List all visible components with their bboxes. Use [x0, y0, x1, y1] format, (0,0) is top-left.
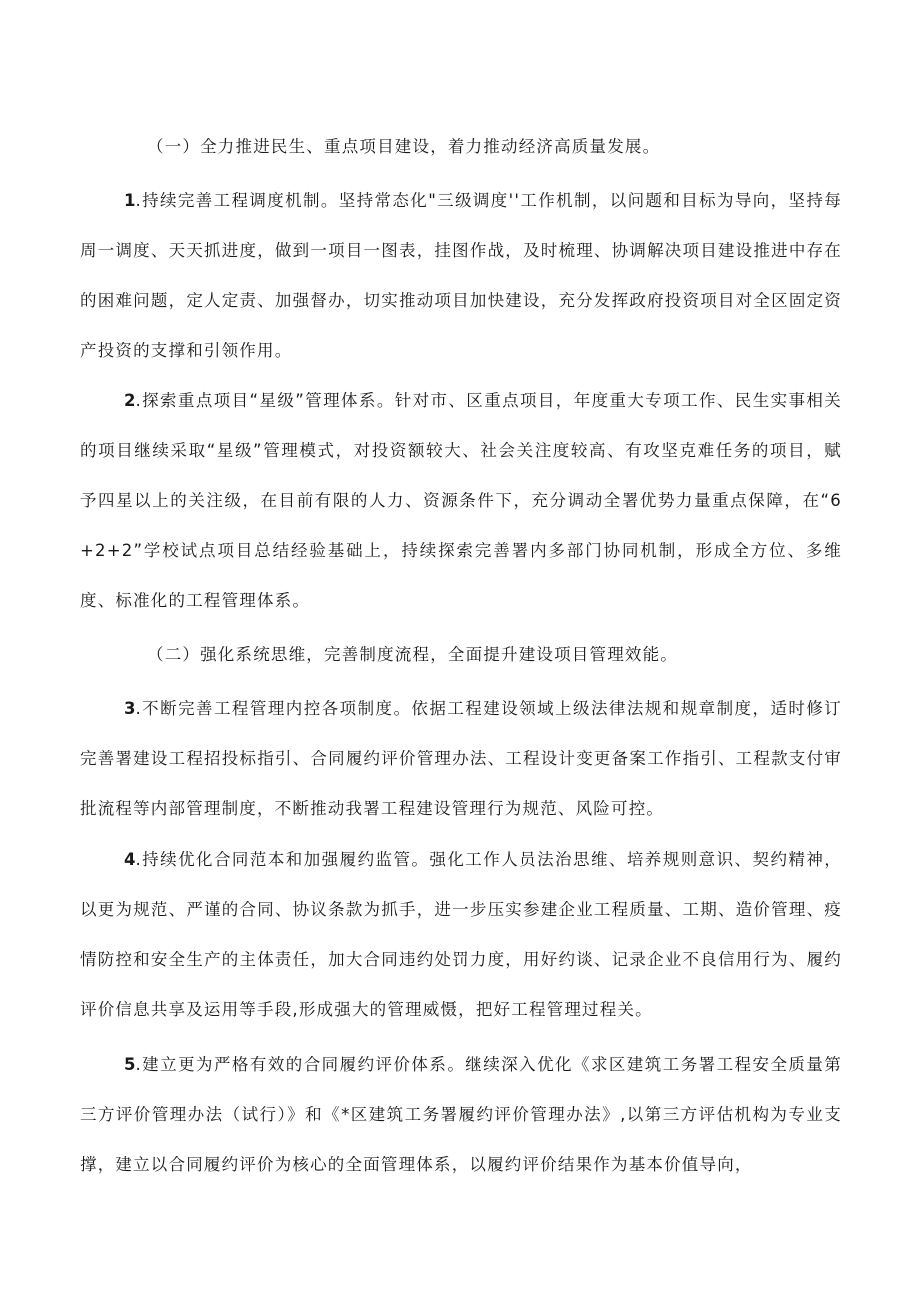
item-text: .持续优化合同范本和加强履约监管。强化工作人员法治思维、培养规则意识、契约精神，以更为规范、严谨的合同、协议条款为抓手，进一步压实参建企业工程质量、工期、造价管理、疫情防控和安全生产的主体责任，加大合同违约处罚力度，用好约谈、记录企业不良信用行为、履约评价信息共享及运用等手段,形成强大的管理威慑，把好工程管理过程关。	[80, 850, 842, 1019]
paragraph-item-1	[80, 176, 842, 376]
item-number: 5	[124, 1055, 136, 1074]
item-number: 3	[124, 699, 136, 718]
item-text: .不断完善工程管理内控各项制度。依据工程建设领域上级法律法规和规章制度，适时修订完善署建设工程招投标指引、合同履约评价管理办法、工程设计变更备案工作指引、工程款支付审批流程等内部管理制度，不断推动我署工程建设管理行为规范、风险可控。	[80, 699, 842, 818]
section-heading-2: （二）强化系统思维，完善制度流程，全面提升建设项目管理效能。	[147, 645, 678, 664]
item-text: .探索重点项目“星级”管理体系。针对市、区重点项目，年度重大专项工作、民生实事相关的项目继续采取“星级”管理模式，对投资额较大、社会关注度较高、有攻坚克难任务的项目，赋予四星以上的关注级，在目前有限的人力、资源条件下，充分调动全署优势力量重点保障，在“6+2+2”学校试点项目总结经验基础上，持续探索完善署内多部门协同机制，形成全方位、多维度、标准化的工程管理体系。	[80, 391, 842, 610]
paragraph-item-2	[80, 376, 842, 626]
section-heading-1: （一）全力推进民生、重点项目建设，着力推动经济高质量发展。	[147, 137, 661, 156]
item-text: .持续完善工程调度机制。坚持常态化"三级调度''工作机制，以问题和目标为导向，坚持每周一调度、天天抓进度，做到一项目一图表，挂图作战，及时梳理、协调解决项目建设推进中存在的困难问题，定人定责、加强督办，切实推动项目加快建设，充分发挥政府投资项目对全区固定资产投资的支撑和引领作用。	[80, 191, 842, 360]
item-number: 2	[124, 391, 136, 410]
item-number: 1	[124, 191, 136, 210]
item-number: 4	[124, 850, 136, 869]
paragraph-item-5	[80, 1040, 842, 1190]
paragraph-item-4	[80, 835, 842, 1035]
paragraph-item-3	[80, 684, 842, 834]
item-text: .建立更为严格有效的合同履约评价体系。继续深入优化《求区建筑工务署工程安全质量第三方评价管理办法（试行）》和《*区建筑工务署履约评价管理办法》,以第三方评估机构为专业支撑，建立以合同履约评价为核心的全面管理体系，以履约评价结果作为基本价值导向，	[80, 1055, 842, 1174]
